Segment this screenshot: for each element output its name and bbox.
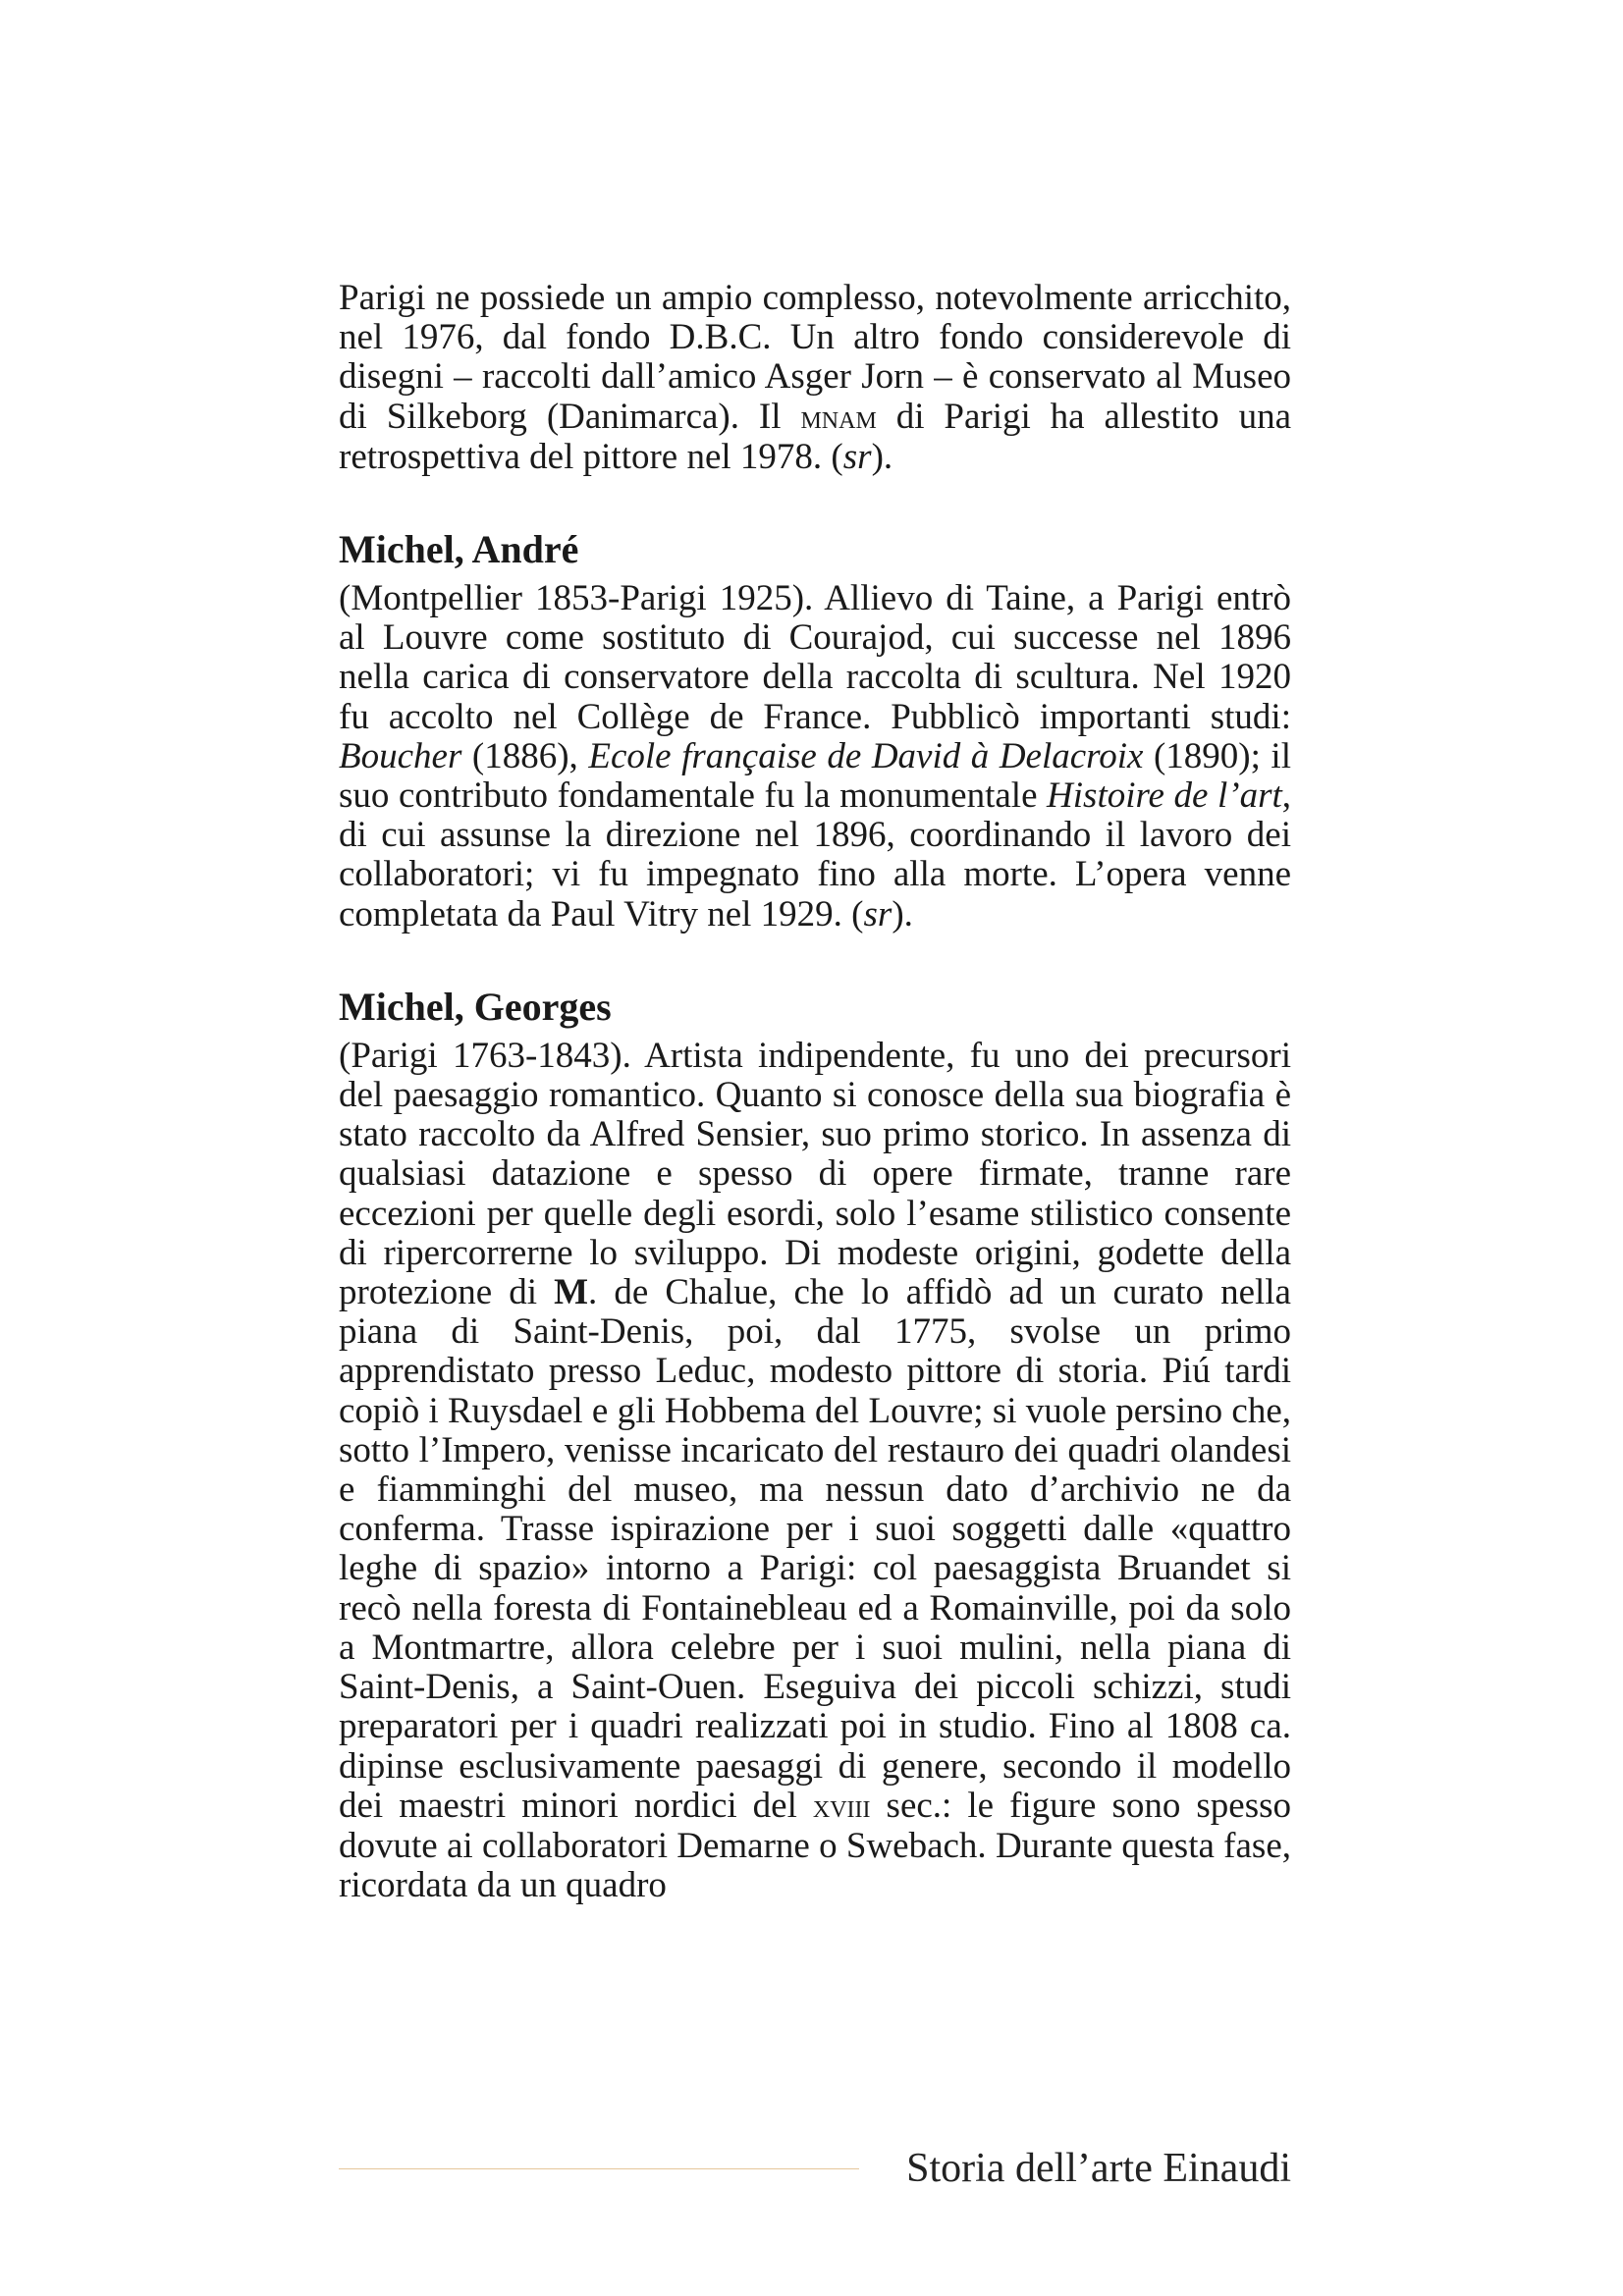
entry-body: (Parigi 1763-1843). Artista indipendente, fu uno dei precursori del paesaggio romantico. Quanto si conosce della sua biografia è stato raccolto da Alfred Sensier, suo primo storico. In assenza di qualsiasi datazione e spesso di opere firmate, tranne rare eccezioni per quelle degli esordi, solo l’esame stilistico consente di ripercorrerne lo sviluppo. Di modeste origini, godette della protezione di M. de Chalue, che lo affidò ad un curato nella piana di Saint-Denis, poi, dal 1775, svolse un primo apprendistato presso Leduc, modesto pittore di storia. Piú tardi copiò i Ruysdael e gli Hobbema del Louvre; si vuole persino che, sotto l’Impero, venisse incaricato del restauro dei quadri olandesi e fiamminghi del museo, ma nessun dato d’archivio ne da conferma. Trasse ispirazione per i suoi soggetti dalle «quattro leghe di spazio» intorno a Parigi: col paesaggista Bruandet si recò nella foresta di Fontainebleau ed a Romainville, poi da solo a Montmartre, allora celebre per i suoi mulini, nella piana di Saint-Denis, a Saint-Ouen. Eseguiva dei piccoli schizzi, studi preparatori per i quadri realizzati poi in studio. Fino al 1808 ca. dipinse esclusivamente paesaggi di genere, secondo il modello dei maestri minori nordici del xviii sec.: le figure sono spesso dovute ai collaboratori Demarne o Swebach. Durante questa fase, ricordata da un quadro (339, 1035, 1291, 1906)
footer-publisher: Storia dell’arte Einaudi (906, 2146, 1291, 2191)
entry-title: Michel, André (339, 527, 579, 572)
work-title: Ecole française de David à Delacroix (588, 735, 1144, 776)
entry-body: (Montpellier 1853-Parigi 1925). Allievo di Taine, a Parigi entrò al Louvre come sostituto di Courajod, cui successe nel 1896 nella carica di conservatore della raccolta di scultura. Nel 1920 fu accolto nel Collège de France. Pubblicò importanti studi: Boucher (1886), Ecole française de David à Delacroix (1890); il suo contributo fondamentale fu la monumentale Histoire de l’art, di cui assunse la direzione nel 1896, coordinando il lavoro dei collaboratori; vi fu impegnato fino alla morte. L’opera venne completata da Paul Vitry nel 1929. (sr). (339, 578, 1292, 934)
century-numeral: xviii (812, 1788, 871, 1825)
entry-michel-andre (339, 526, 1291, 934)
cross-reference: M (554, 1272, 589, 1313)
text-column (339, 279, 1291, 1905)
intro-paragraph: Parigi ne possiede un ampio complesso, notevolmente arricchito, nel 1976, dal fondo D.B.C. Un altro fondo considerevole di disegni – raccolti dall’amico Asger Jorn – è conservato al Museo di Silkeborg (Danimarca). Il mnam di Parigi ha allestito una retrospettiva del pittore nel 1978. (sr). (339, 278, 1291, 477)
abbreviation-mnam: mnam (800, 399, 877, 436)
work-title: Histoire de l’art (1047, 775, 1282, 817)
work-title: Boucher (339, 735, 462, 776)
entry-title: Michel, Georges (339, 984, 612, 1029)
entry-michel-georges (339, 984, 1291, 1905)
author-signature: sr (863, 893, 893, 934)
author-signature: sr (842, 436, 872, 477)
footer-rule (339, 2168, 859, 2169)
